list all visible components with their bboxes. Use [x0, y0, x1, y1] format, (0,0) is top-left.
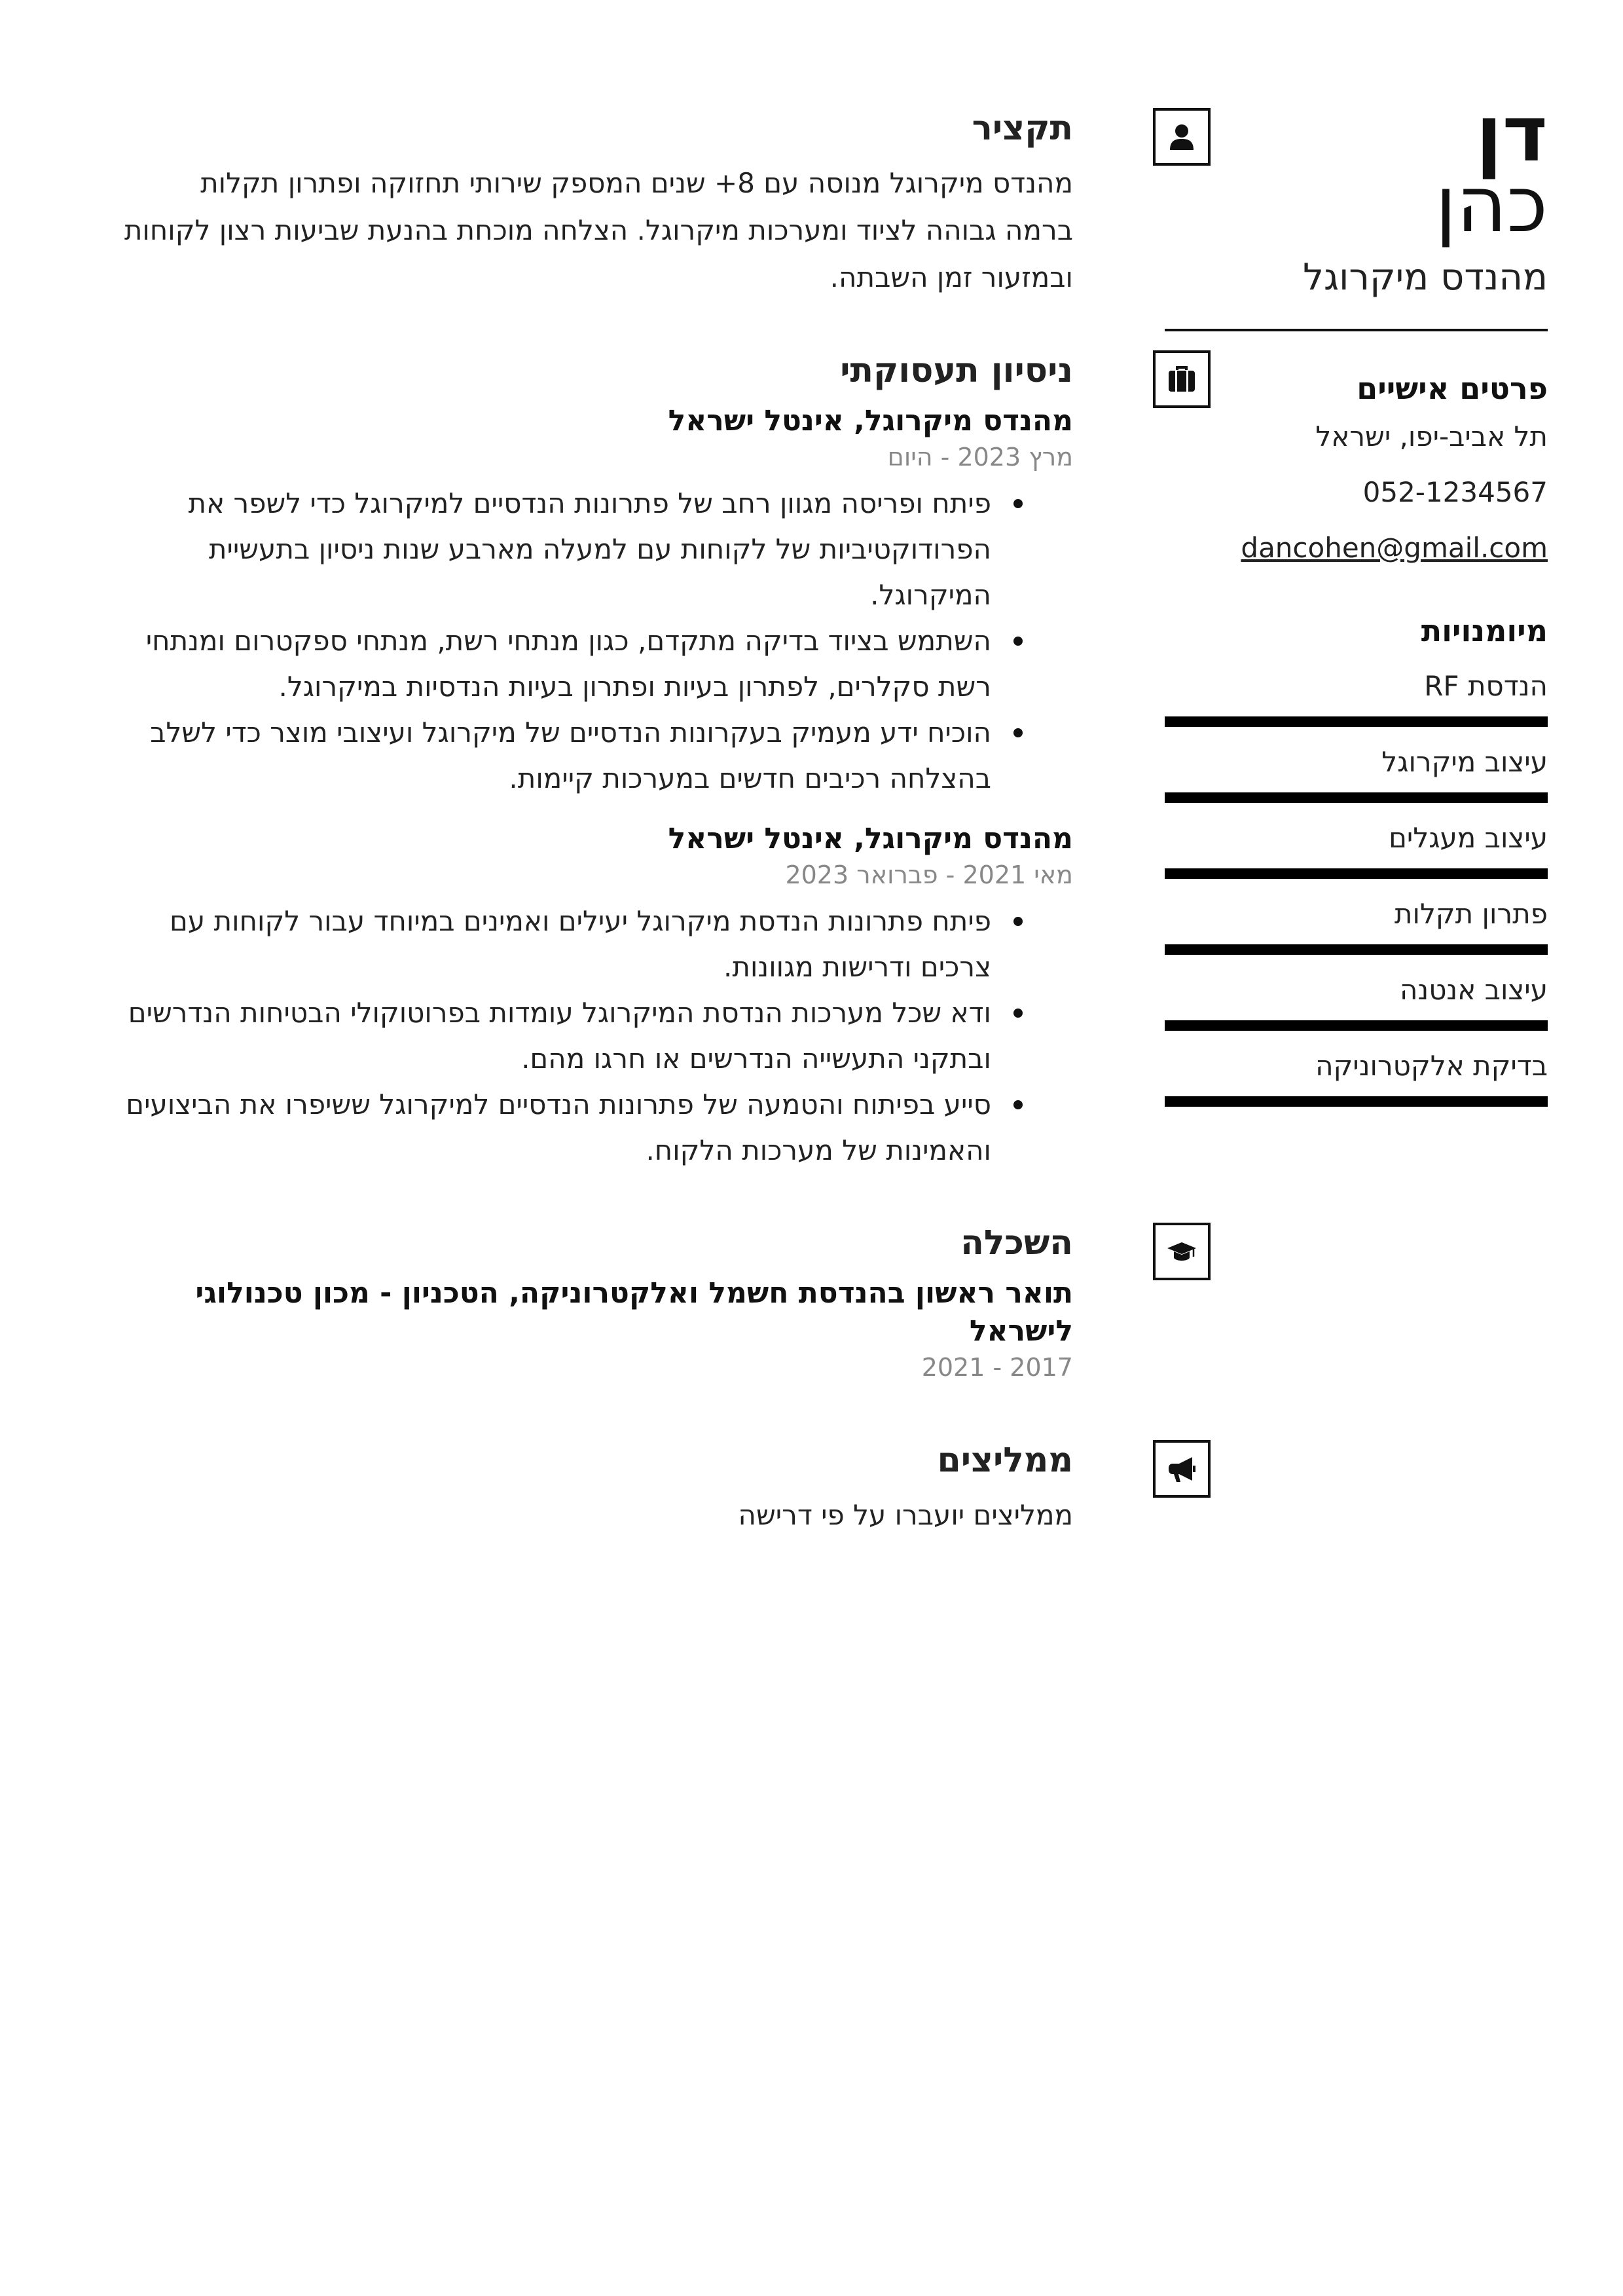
skill-item [1165, 741, 1548, 803]
main-content [124, 105, 1073, 1539]
skill-level-bar [1165, 1096, 1548, 1107]
job-bullet: פיתח פתרונות הנדסת מיקרוגל יעילים ואמינים במיוחד עבור לקוחות עם צרכים ודרישות מגוונות. [124, 898, 991, 990]
job-entry [124, 820, 1073, 1174]
megaphone-icon [1153, 1440, 1211, 1498]
degree-dates: 2017 - 2021 [921, 1353, 1073, 1382]
skill-item [1165, 893, 1548, 955]
graduation-cap-icon [1153, 1223, 1211, 1280]
skill-label: עיצוב מעגלים [1389, 822, 1548, 854]
skill-level-bar [1165, 716, 1548, 727]
references-text: ממליצים יועברו על פי דרישה [738, 1499, 1073, 1531]
skill-item [1165, 817, 1548, 879]
skill-item [1165, 969, 1548, 1031]
skills-list [1165, 665, 1548, 1107]
job-title: מהנדס מיקרוגל [1303, 256, 1548, 299]
candidate-name [1165, 88, 1548, 250]
degree-title: תואר ראשון בהנדסת חשמל ואלקטרוניקה, הטכניון - מכון טכנולוגי לישראל [195, 1276, 1073, 1348]
job-bullet: פיתח ופריסה מגוון רחב של פתרונות הנדסיים למיקרוגל כדי לשפר את הפרודוקטיביות של לקוחות עם למעלה מארבע שנות ניסיון בתעשיית המיקרוגל. [124, 481, 991, 618]
skill-label: עיצוב אנטנה [1399, 974, 1548, 1006]
skill-level-bar [1165, 792, 1548, 803]
job-bullets [124, 898, 1073, 1174]
summary-heading: תקציר [972, 109, 1073, 148]
sidebar-divider [1165, 329, 1548, 331]
skill-level-bar [1165, 944, 1548, 955]
job-entry [124, 402, 1073, 802]
email [1165, 529, 1548, 567]
first-name: דן [1476, 88, 1548, 179]
skill-level-bar [1165, 868, 1548, 879]
job-entry-title: מהנדס מיקרוגל, אינטל ישראל [668, 404, 1073, 437]
job-bullet: ודא שכל מערכות הנדסת המיקרוגל עומדות בפרוטוקולי הבטיחות הנדרשים ובתקני התעשייה הנדרשים או חרגו מהם. [124, 990, 991, 1082]
email-link[interactable]: dancohen@gmail.com [1241, 532, 1548, 564]
skill-item [1165, 1045, 1548, 1107]
references-heading: ממליצים [937, 1441, 1073, 1480]
education-heading: השכלה [960, 1223, 1073, 1263]
job-entry-dates: מאי 2021 - פברואר 2023 [785, 861, 1073, 889]
references-section [124, 1437, 1073, 1539]
sidebar [1165, 88, 1548, 1121]
job-entry-title: מהנדס מיקרוגל, אינטל ישראל [668, 822, 1073, 855]
skill-item [1165, 665, 1548, 727]
summary-section [124, 105, 1073, 301]
education-section [124, 1219, 1073, 1384]
user-icon [1153, 108, 1211, 166]
job-bullet: סייע בפיתוח והטמעה של פתרונות הנדסיים למיקרוגל ששיפרו את הביצועים והאמינות של מערכות הלקוח. [124, 1082, 991, 1174]
last-name: כהן [1435, 159, 1548, 250]
experience-section [124, 347, 1073, 1174]
job-bullet: הוכיח ידע מעמיק בעקרונות הנדסיים של מיקרוגל ועיצובי מוצר כדי לשלב בהצלחה רכיבים חדשים במערכות קיימות. [124, 710, 991, 802]
job-bullet: השתמש בציוד בדיקה מתקדם, כגון מנתחי רשת, מנתחי ספקטרום ומנתחי רשת סקלרים, לפתרון בעיות ופתרון בעיות הנדסיות במיקרוגל. [124, 618, 991, 710]
job-entry-dates: מרץ 2023 - היום [887, 443, 1073, 472]
personal-details-heading: פרטים אישיים [1357, 371, 1548, 406]
summary-text: מהנדס מיקרוגל מנוסה עם 8+ שנים המספק שירותי תחזוקה ופתרון תקלות ברמה גבוהה לציוד ומערכות מיקרוגל. הצלחה מוכחת בהנעת שביעות רצון לקוחות ובמזעור זמן השבתה. [124, 167, 1073, 293]
briefcase-icon [1153, 350, 1211, 408]
skills-heading: מיומנויות [1421, 613, 1548, 648]
skill-label: עיצוב מיקרוגל [1381, 746, 1548, 778]
experience-heading: ניסיון תעסוקתי [840, 351, 1073, 390]
skill-label: הנדסת RF [1424, 670, 1548, 702]
location: תל אביב-יפו, ישראל [1315, 420, 1548, 453]
skill-level-bar [1165, 1020, 1548, 1031]
phone: 052-1234567 [1362, 476, 1548, 508]
job-bullets [124, 481, 1073, 802]
skill-label: בדיקת אלקטרוניקה [1315, 1050, 1548, 1082]
skill-label: פתרון תקלות [1394, 898, 1548, 930]
